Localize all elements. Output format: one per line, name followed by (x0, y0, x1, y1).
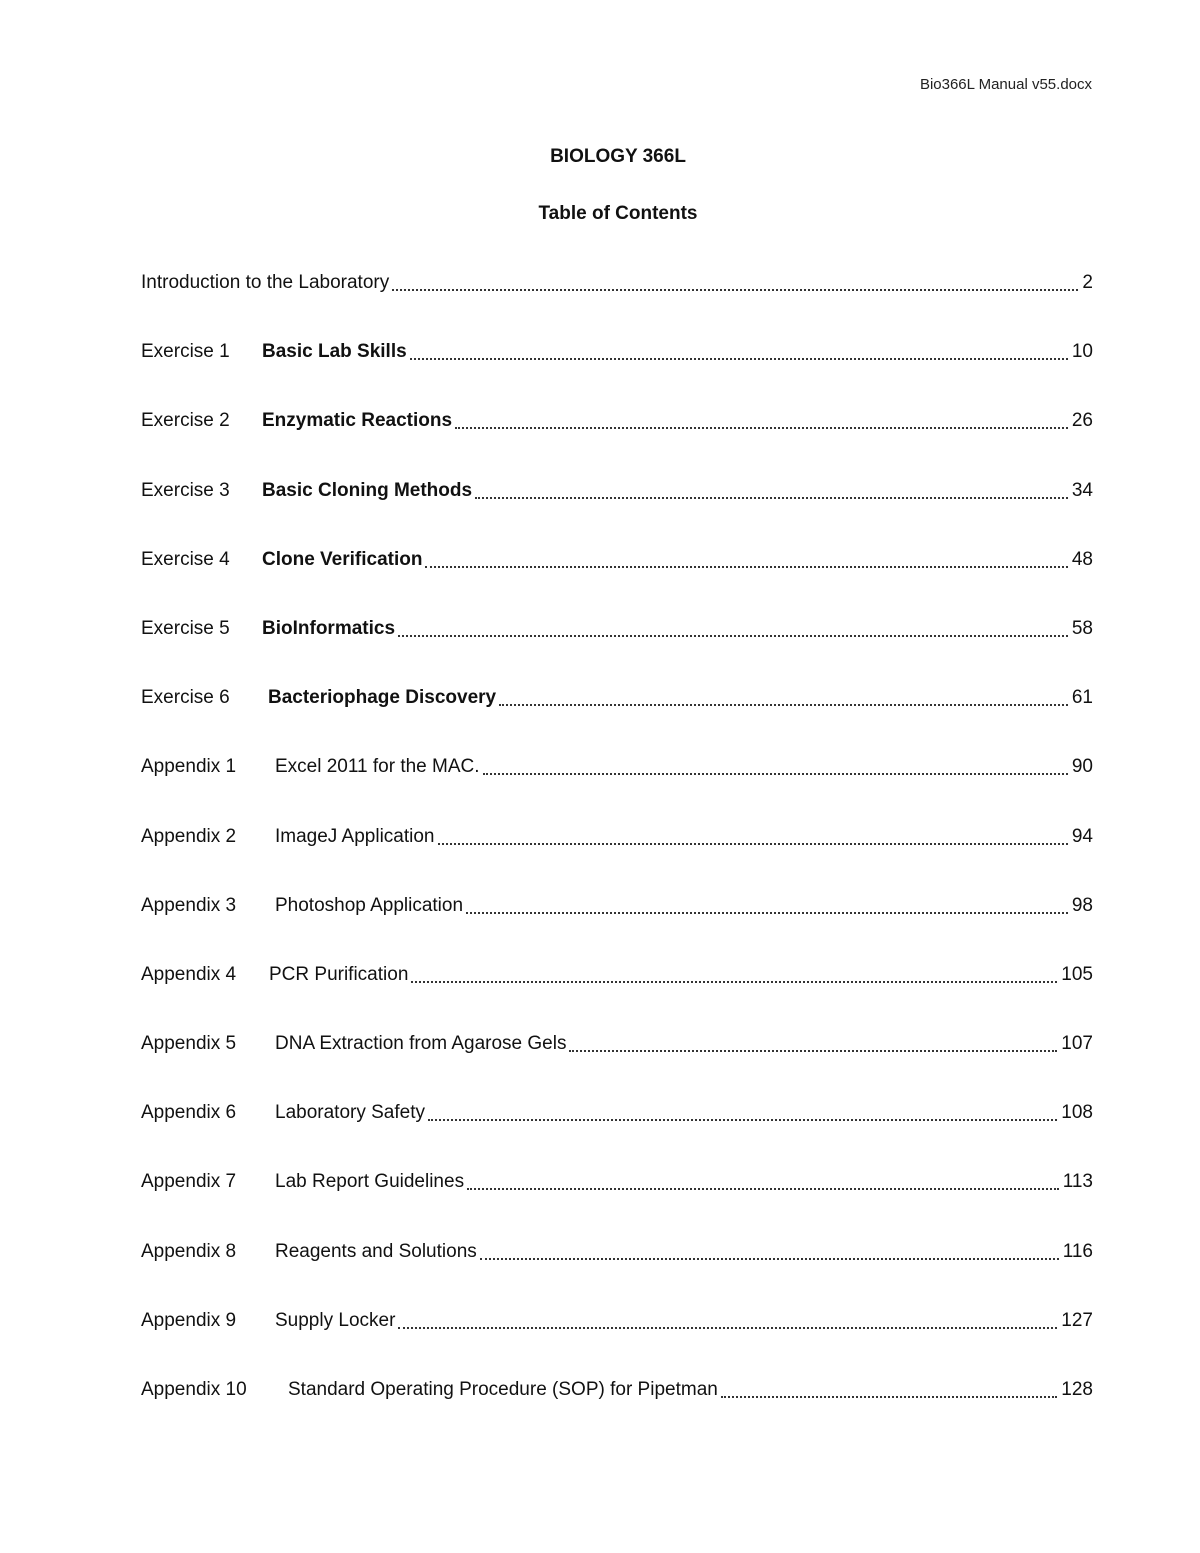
toc-dot-leader (428, 1098, 1057, 1128)
toc-entry-title: BioInformatics (262, 617, 396, 639)
toc-dot-leader (569, 1029, 1057, 1059)
toc-dot-leader (455, 406, 1068, 436)
toc-entry[interactable] (141, 1167, 1093, 1236)
toc-dot-leader (466, 891, 1068, 921)
toc-entry-title: Photoshop Application (275, 894, 464, 916)
toc-dot-leader (398, 1306, 1057, 1336)
toc-entry[interactable] (141, 545, 1093, 614)
toc-dot-leader (392, 268, 1078, 298)
toc-entry[interactable] (141, 891, 1093, 960)
toc-entry-title: Introduction to the Laboratory (141, 272, 390, 293)
toc-entry-title: ImageJ Application (275, 825, 435, 847)
header-filename: Bio366L Manual v55.docx (919, 76, 1092, 93)
toc-entry-page-number: 127 (1061, 1309, 1093, 1331)
toc-entry[interactable] (141, 1029, 1093, 1098)
toc-dot-leader (410, 337, 1068, 367)
toc-entry-number: Appendix 3 (141, 894, 237, 916)
toc-entry-number: Appendix 5 (141, 1033, 237, 1055)
toc-entry[interactable] (141, 752, 1093, 821)
toc-entry-number: Appendix 6 (141, 1102, 237, 1124)
toc-entry-page-number: 113 (1062, 1171, 1093, 1193)
toc-entry-page-number: 105 (1061, 963, 1093, 985)
toc-entry-title: Supply Locker (275, 1309, 396, 1331)
toc-dot-leader (721, 1375, 1057, 1405)
document-title: BIOLOGY 366L (550, 146, 686, 167)
toc-dot-leader (483, 752, 1068, 782)
toc-entry-title: Enzymatic Reactions (262, 410, 453, 432)
toc-entry-title: Basic Lab Skills (262, 341, 407, 363)
toc-entry[interactable] (141, 268, 1093, 337)
toc-entry-number: Appendix 8 (141, 1240, 237, 1262)
toc-entry-number: Exercise 1 (141, 341, 230, 363)
toc-entry[interactable] (141, 960, 1093, 1029)
toc-dot-leader (411, 960, 1057, 990)
toc-entry-number: Appendix 1 (141, 756, 237, 778)
table-of-contents (141, 268, 1093, 1444)
toc-entry-number: Appendix 10 (141, 1379, 247, 1400)
toc-entry-title: PCR Purification (269, 963, 409, 985)
toc-entry-number: Appendix 9 (141, 1309, 237, 1331)
toc-entry-title: Bacteriophage Discovery (268, 687, 497, 709)
toc-dot-leader (398, 614, 1068, 644)
toc-entry-page-number: 90 (1071, 756, 1093, 778)
toc-entry[interactable] (141, 476, 1093, 545)
toc-entry[interactable] (141, 1237, 1093, 1306)
toc-entry-number: Appendix 2 (141, 825, 237, 847)
toc-entry[interactable] (141, 1306, 1093, 1375)
toc-entry-page-number: 107 (1061, 1033, 1093, 1055)
toc-entry-page-number: 58 (1071, 617, 1093, 639)
toc-entry-page-number: 48 (1071, 548, 1093, 570)
toc-entry[interactable] (141, 1375, 1093, 1444)
toc-dot-leader (499, 683, 1068, 713)
toc-entry-number: Appendix 7 (141, 1171, 237, 1193)
toc-entry-title: Basic Cloning Methods (262, 479, 473, 501)
toc-entry-title: Standard Operating Procedure (SOP) for Pipetman (288, 1379, 718, 1400)
toc-entry-number: Exercise 4 (141, 548, 230, 570)
toc-dot-leader (425, 545, 1067, 575)
toc-entry-page-number: 128 (1061, 1379, 1093, 1400)
toc-entry-page-number: 10 (1071, 341, 1093, 363)
toc-entry-title: Clone Verification (262, 548, 423, 570)
toc-entry-page-number: 98 (1071, 894, 1093, 916)
toc-entry-page-number: 61 (1071, 687, 1093, 709)
toc-entry[interactable] (141, 337, 1093, 406)
toc-entry-number: Exercise 3 (141, 479, 230, 501)
toc-entry[interactable] (141, 822, 1093, 891)
toc-entry-page-number: 2 (1082, 272, 1093, 293)
toc-dot-leader (475, 476, 1068, 506)
toc-entry-page-number: 108 (1061, 1102, 1093, 1124)
toc-entry-title: Laboratory Safety (275, 1102, 425, 1124)
toc-entry-number: Exercise 2 (141, 410, 230, 432)
toc-entry-title: Lab Report Guidelines (275, 1171, 465, 1193)
toc-entry-title: DNA Extraction from Agarose Gels (275, 1033, 567, 1055)
toc-entry-title: Reagents and Solutions (275, 1240, 477, 1262)
toc-entry-number: Appendix 4 (141, 963, 237, 985)
toc-entry[interactable] (141, 614, 1093, 683)
toc-entry[interactable] (141, 683, 1093, 752)
toc-entry-number: Exercise 6 (141, 687, 230, 709)
toc-dot-leader (467, 1167, 1059, 1197)
toc-entry-title: Excel 2011 for the MAC. (275, 756, 480, 778)
toc-entry-page-number: 116 (1062, 1240, 1093, 1262)
toc-entry-number: Exercise 5 (141, 617, 230, 639)
toc-entry[interactable] (141, 406, 1093, 475)
toc-entry-page-number: 26 (1071, 410, 1093, 432)
toc-entry[interactable] (141, 1098, 1093, 1167)
toc-entry-page-number: 94 (1071, 825, 1093, 847)
toc-entry-page-number: 34 (1071, 479, 1093, 501)
toc-heading: Table of Contents (538, 203, 698, 224)
toc-dot-leader (438, 822, 1068, 852)
toc-dot-leader (480, 1237, 1059, 1267)
